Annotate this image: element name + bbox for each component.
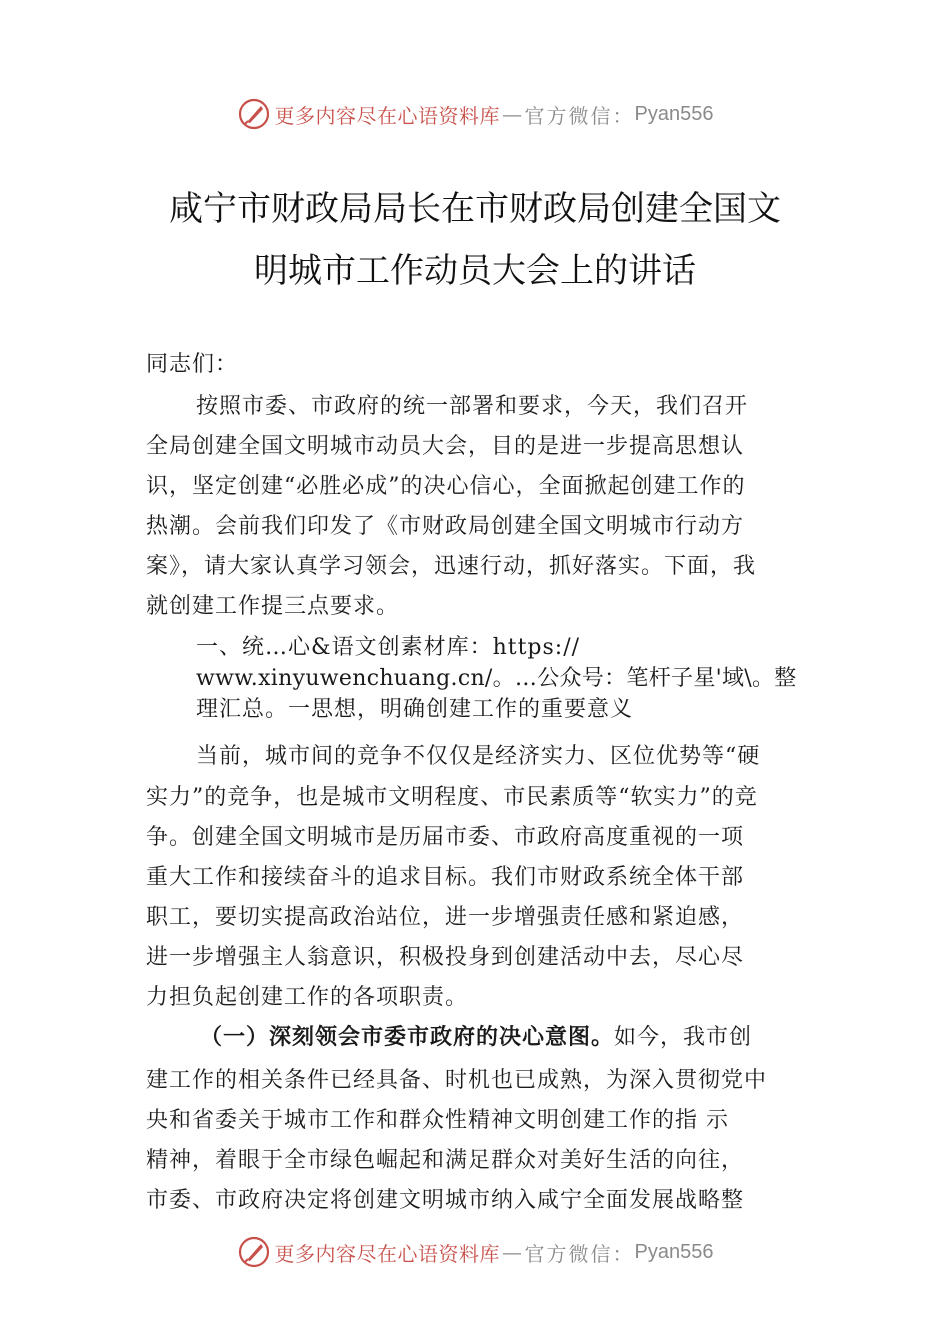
paragraph-line: 职工，要切实提高政治站位，进一步增强责任感和紧迫感，	[146, 905, 745, 930]
paragraph-line: 力担负起创建工作的各项职责。	[146, 985, 469, 1010]
quill-logo-icon	[237, 1235, 271, 1269]
paragraph-line: 实力”的竞争，也是城市文明程度、市民素质等“软实力”的竞	[146, 785, 758, 810]
section-heading-line: www.xinyuwenchuang.cn/。…公众号：笔杆子星'域\。整	[196, 666, 797, 691]
paragraph-line: 建工作的相关条件已经具备、时机也已成熟，为深入贯彻党中	[146, 1068, 768, 1093]
paragraph-line: 重大工作和接续奋斗的追求目标。我们市财政系统全体干部	[146, 865, 745, 890]
banner-site-name: 更多内容尽在心语资料库	[274, 103, 501, 128]
banner-wechat-label: 官方微信：	[524, 1241, 635, 1266]
quill-logo-icon	[237, 97, 271, 131]
subsection-line	[200, 1020, 752, 1051]
document-title	[120, 178, 830, 240]
paragraph-line: 案》，请大家认真学习领会，迅速行动，抓好落实。下面，我	[146, 554, 757, 579]
banner-wechat-id: Pyan556	[634, 102, 714, 125]
paragraph-line: 市委、市政府决定将创建文明城市纳入咸宁全面发展战略整	[146, 1188, 745, 1213]
banner-wechat-id: Pyan556	[634, 1240, 714, 1263]
banner-site-name: 更多内容尽在心语资料库	[274, 1241, 501, 1266]
greeting: 同志们：	[146, 352, 239, 377]
section-heading-line: 理汇总。一思想，明确创建工作的重要意义	[196, 697, 634, 722]
paragraph-line: 当前，城市间的竞争不仅仅是经济实力、区位优势等“硬	[196, 744, 761, 769]
subsection-heading: （一）深刻领会市委市政府的决心意图。	[200, 1024, 615, 1050]
section-heading-line: 一、统…心&语文创素材库：https://	[196, 635, 581, 660]
document-title-continued	[120, 240, 830, 302]
paragraph-line: 识，坚定创建“必胜必成”的决心信心，全面掀起创建工作的	[146, 474, 746, 499]
paragraph-line: 央和省委关于城市工作和群众性精神文明创建工作的指 示	[146, 1108, 729, 1133]
subsection-text: 如今，我市创	[614, 1025, 753, 1050]
paragraph-line: 热潮。会前我们印发了《市财政局创建全国文明城市行动方	[146, 514, 745, 539]
banner-wechat-label: 官方微信：	[524, 103, 635, 128]
banner-separator: —	[502, 102, 523, 126]
title-line-1: 咸宁市财政局局长在市财政局创建全国文	[169, 189, 781, 229]
header-banner	[0, 94, 950, 134]
paragraph-line: 按照市委、市政府的统一部署和要求，今天，我们召开	[196, 394, 749, 419]
title-line-2: 明城市工作动员大会上的讲话	[254, 251, 696, 291]
banner-separator: —	[502, 1240, 523, 1264]
paragraph-line: 全局创建全国文明城市动员大会，目的是进一步提高思想认	[146, 434, 745, 459]
paragraph-line: 争。创建全国文明城市是历届市委、市政府高度重视的一项	[146, 825, 745, 850]
footer-banner	[0, 1232, 950, 1272]
paragraph-line: 精神，着眼于全市绿色崛起和满足群众对美好生活的向往，	[146, 1148, 745, 1173]
paragraph-line: 就创建工作提三点要求。	[146, 594, 400, 619]
paragraph-line: 进一步增强主人翁意识，积极投身到创建活动中去，尽心尽	[146, 945, 745, 970]
